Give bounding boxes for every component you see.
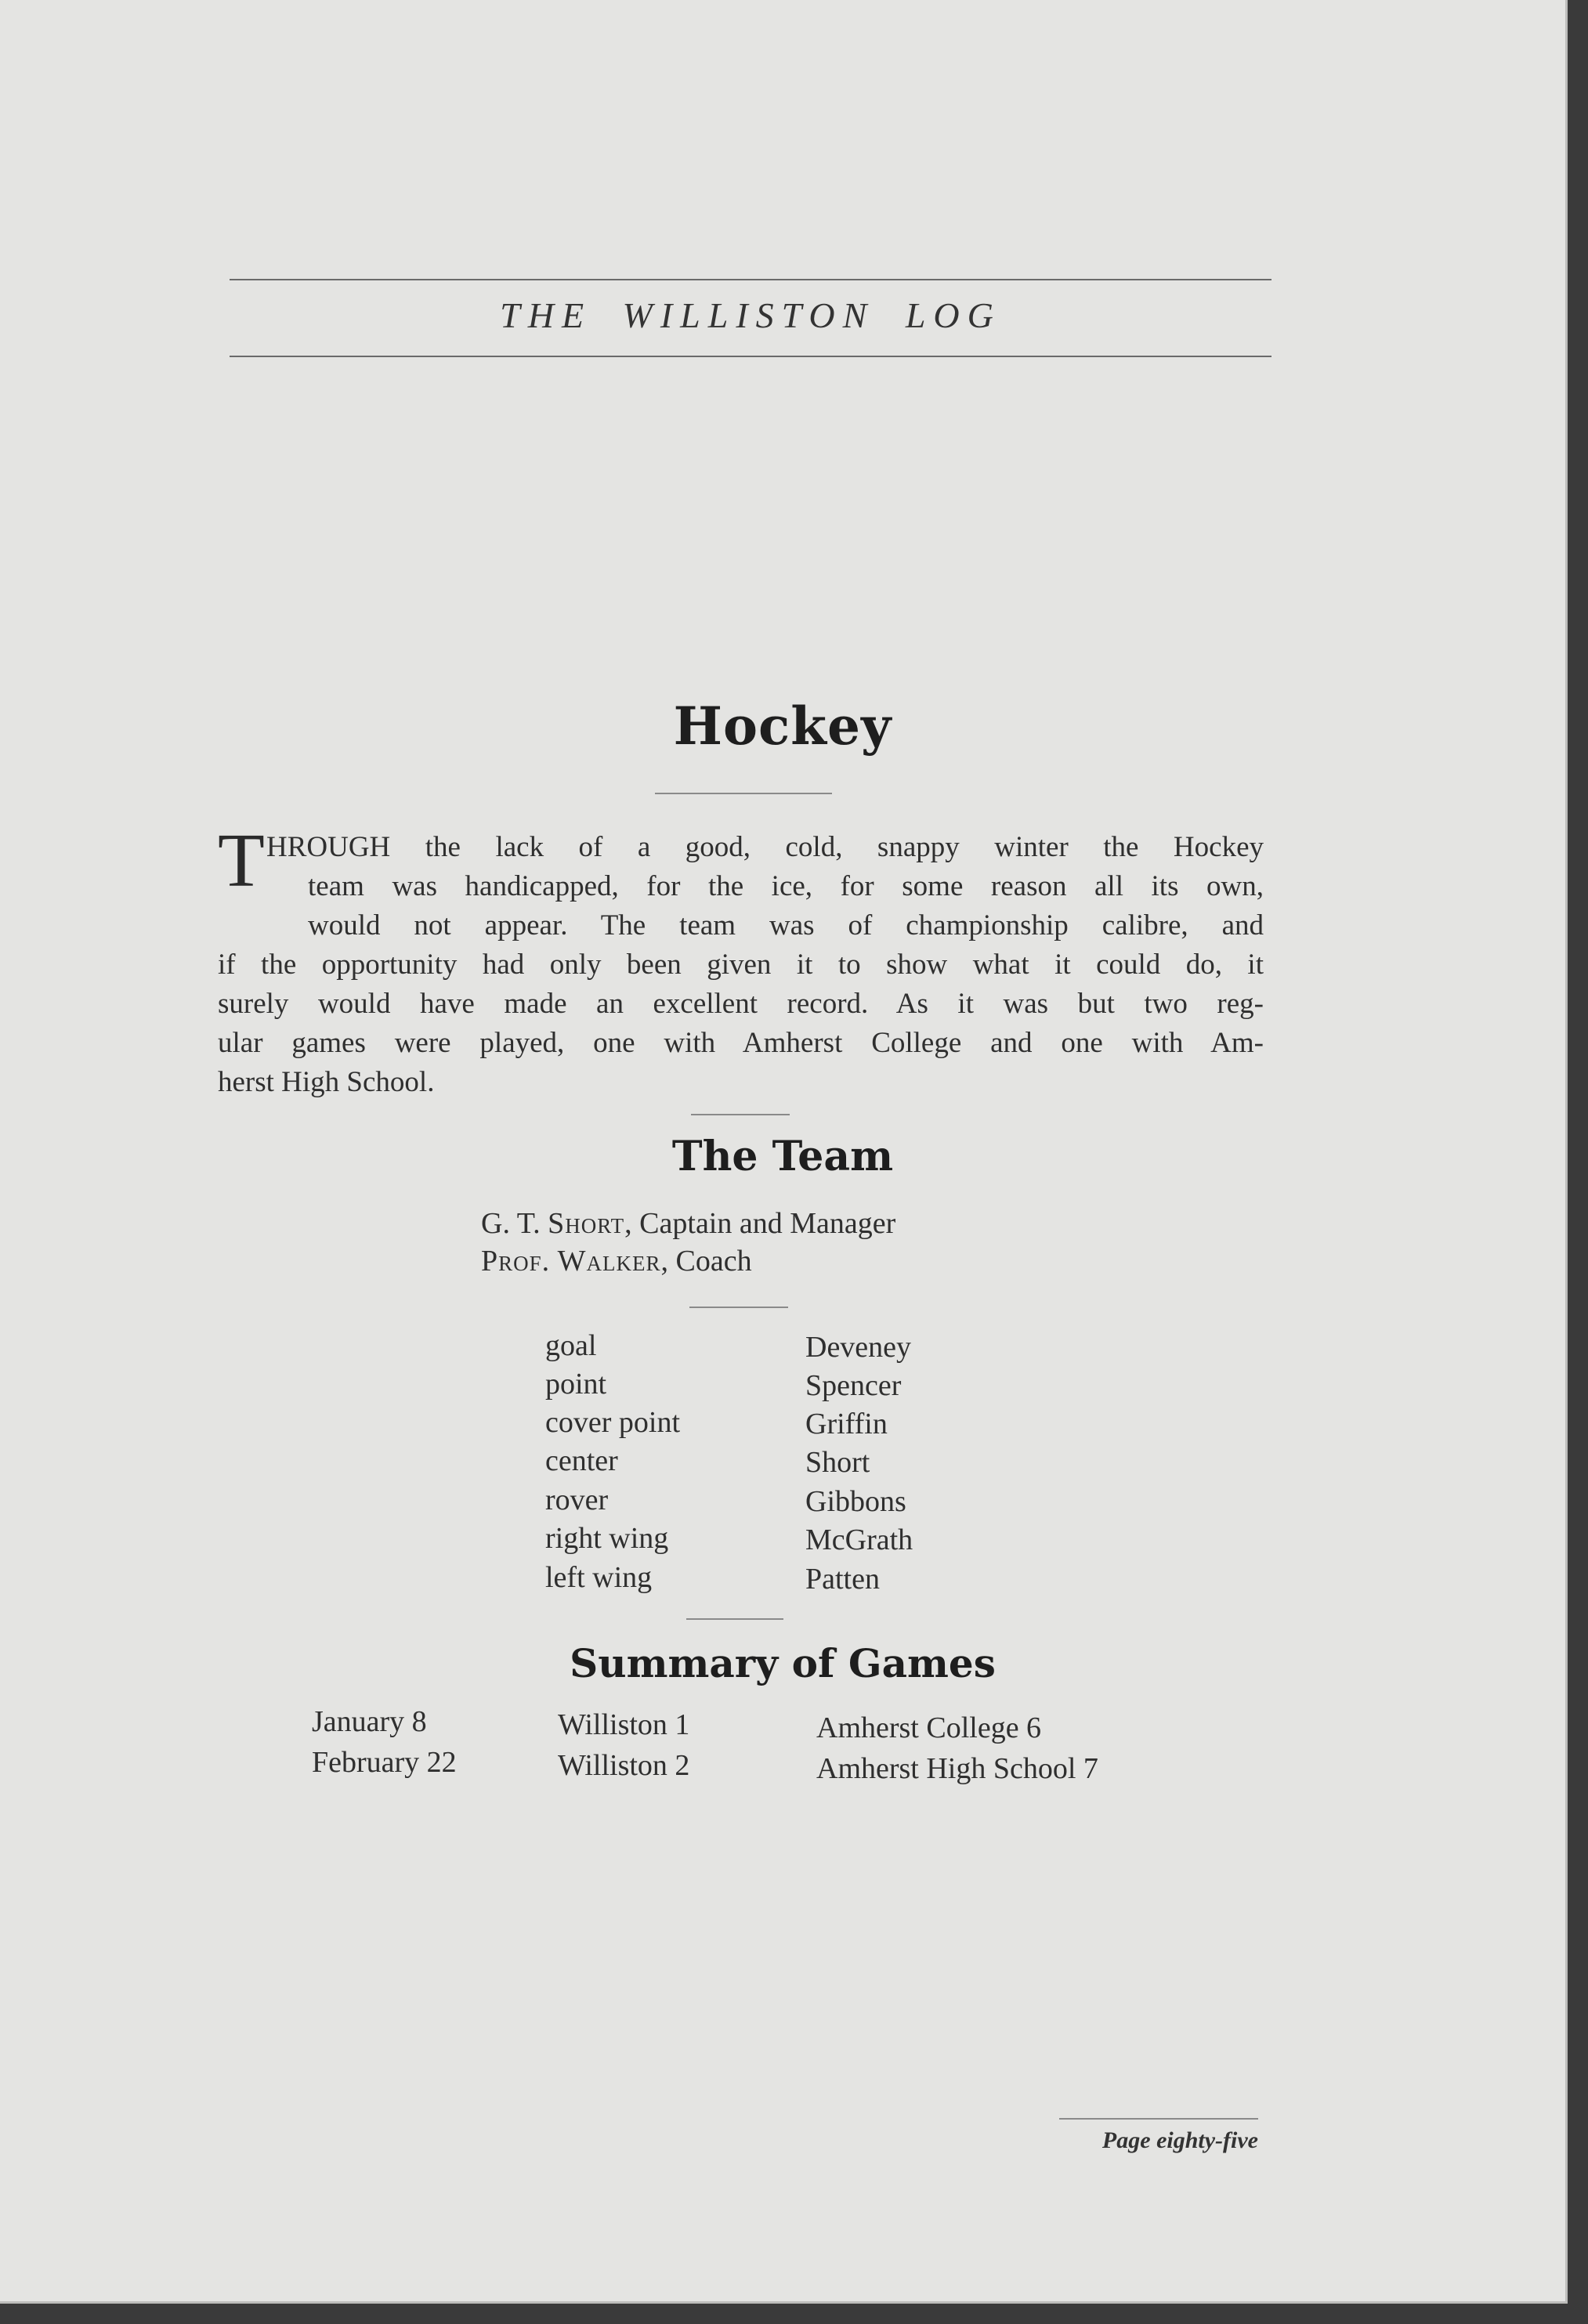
title-divider	[655, 793, 832, 794]
team-divider-top	[691, 1114, 790, 1115]
lineup-position: rover	[545, 1484, 609, 1516]
lineup-position: center	[545, 1444, 618, 1477]
coach-role: , Coach	[660, 1245, 752, 1278]
coach-title: Prof.	[481, 1245, 551, 1278]
captain-role: , Captain and Manager	[624, 1207, 896, 1240]
running-head-title: THE WILLISTON LOG	[500, 295, 1001, 335]
drop-cap: T	[218, 819, 265, 903]
section-title: Hockey	[673, 696, 892, 757]
lineup-position: point	[545, 1368, 607, 1401]
team-heading: The Team	[671, 1133, 894, 1180]
paragraph-line: ular games were played, one with Amherst College and one with Am-	[218, 1027, 1264, 1059]
game-opponent-score: Amherst College 6	[816, 1711, 1042, 1744]
paragraph-line: if the opportunity had only been given it to show what it could do, it	[218, 949, 1264, 981]
lineup-divider	[689, 1307, 788, 1308]
game-opponent-score: Amherst High School 7	[816, 1752, 1098, 1785]
paragraph-line: surely would have made an excellent record. As it was but two reg-	[218, 988, 1264, 1020]
lineup-player: Short	[805, 1446, 870, 1479]
paragraph-line: would not appear. The team was of championship calibre, and	[308, 909, 1264, 942]
footer-rule	[1059, 2118, 1258, 2120]
lineup-player: Spencer	[805, 1369, 902, 1402]
coach-name: Walker	[557, 1245, 661, 1278]
coach-line	[481, 1244, 752, 1278]
page-number: Page eighty-five	[1101, 2127, 1258, 2153]
paragraph-line: herst High School.	[218, 1066, 435, 1098]
game-williston-score: Williston 1	[558, 1708, 690, 1741]
captain-name: Short	[548, 1207, 625, 1240]
lineup-position: right wing	[545, 1522, 669, 1555]
paragraph-line: team was handicapped, for the ice, for some reason all its own,	[308, 870, 1264, 902]
lineup-player: Gibbons	[805, 1485, 906, 1518]
lineup-player: McGrath	[805, 1523, 913, 1556]
game-date: January 8	[312, 1705, 427, 1738]
summary-heading: Summary of Games	[570, 1640, 996, 1686]
lineup-player: Deveney	[805, 1331, 912, 1364]
captain-initials: G. T.	[481, 1207, 541, 1240]
game-williston-score: Williston 2	[558, 1749, 690, 1782]
lineup-position: goal	[545, 1329, 597, 1362]
lineup-player: Patten	[805, 1563, 880, 1596]
captain-line	[481, 1206, 895, 1241]
lineup-position: left wing	[545, 1561, 653, 1594]
running-head	[230, 279, 1271, 357]
summary-divider	[686, 1618, 783, 1620]
game-date: February 22	[312, 1746, 457, 1779]
paragraph-line: HROUGH the lack of a good, cold, snappy winter the Hockey	[266, 831, 1264, 863]
lineup-position: cover point	[545, 1406, 681, 1439]
lineup-player: Griffin	[805, 1408, 888, 1440]
